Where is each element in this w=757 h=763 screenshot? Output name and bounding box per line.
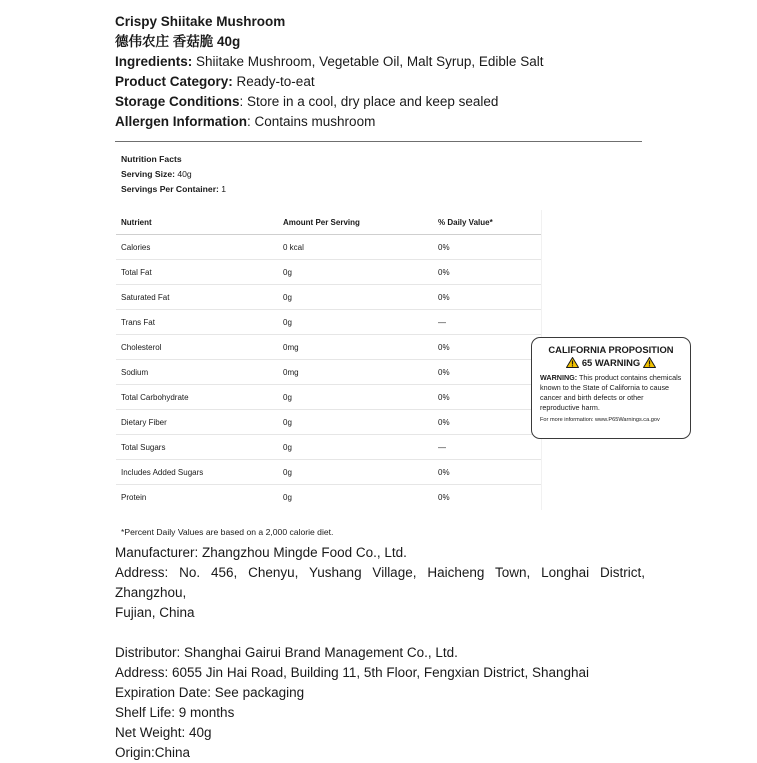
nutrient-dv: — — [438, 317, 446, 327]
table-row — [116, 385, 542, 410]
servings-value: 1 — [221, 184, 227, 194]
nutrient-amount: 0g — [283, 267, 292, 277]
daily-value-footnote: *Percent Daily Values are based on a 2,000 calorie diet. — [121, 527, 334, 537]
category-value: Ready-to-eat — [236, 74, 315, 89]
allergen-value: : Contains mushroom — [247, 114, 376, 129]
nutrient-dv: 0% — [438, 242, 450, 252]
header-amount: Amount Per Serving — [283, 217, 360, 227]
table-row — [116, 260, 542, 285]
nutrient-name: Cholesterol — [121, 342, 162, 352]
nutrient-amount: 0g — [283, 492, 292, 502]
header-nutrient: Nutrient — [121, 217, 152, 227]
table-row — [116, 410, 542, 435]
storage-label: Storage Conditions — [115, 94, 240, 109]
expiration-date: Expiration Date: See packaging — [115, 685, 305, 700]
nutrient-dv: — — [438, 442, 446, 452]
nutrient-name: Saturated Fat — [121, 292, 170, 302]
nutrient-dv: 0% — [438, 267, 450, 277]
manufacturer-address-line1: Address: No. 456, Chenyu, Yushang Village, Haicheng Town, Longhai District, Zhangzhou, — [115, 565, 645, 600]
warning-title-line2-wrap — [540, 356, 682, 369]
net-weight: Net Weight: 40g — [115, 725, 212, 740]
distributor: Distributor: Shanghai Gairui Brand Management Co., Ltd. — [115, 645, 458, 660]
category-line — [115, 72, 645, 92]
ingredients-value: Shiitake Mushroom, Vegetable Oil, Malt Syrup, Edible Salt — [196, 54, 544, 69]
origin: Origin:China — [115, 745, 191, 760]
nutrient-name: Dietary Fiber — [121, 417, 167, 427]
nutrient-dv: 0% — [438, 417, 450, 427]
nutrient-name: Trans Fat — [121, 317, 155, 327]
product-title: Crispy Shiitake Mushroom — [115, 14, 286, 29]
nutrient-name: Total Carbohydrate — [121, 392, 189, 402]
warning-title-line1: CALIFORNIA PROPOSITION — [548, 344, 674, 355]
header-daily-value: % Daily Value* — [438, 217, 493, 227]
warning-body-text: This product contains chemicals known to the State of California to cause cancer and birth defects or other reproductive harm. — [540, 373, 682, 412]
nutrient-name: Includes Added Sugars — [121, 467, 204, 477]
nutrient-amount: 0g — [283, 317, 292, 327]
nutrient-amount: 0g — [283, 292, 292, 302]
product-details — [115, 543, 645, 763]
nutrient-amount: 0g — [283, 467, 292, 477]
serving-size-label: Serving Size: — [121, 169, 175, 179]
nutrient-name: Protein — [121, 492, 147, 502]
storage-value: : Store in a cool, dry place and keep sealed — [239, 94, 499, 109]
nutrient-name: Sodium — [121, 367, 149, 377]
manufacturer-address-line2: Fujian, China — [115, 605, 195, 620]
nutrient-name: Total Sugars — [121, 442, 166, 452]
nutrient-amount: 0g — [283, 442, 292, 452]
nutrient-name: Calories — [121, 242, 151, 252]
nutrition-table — [116, 210, 542, 509]
shelf-life: Shelf Life: 9 months — [115, 705, 235, 720]
serving-size-line — [121, 167, 226, 182]
nutrient-dv: 0% — [438, 492, 450, 502]
table-row — [116, 285, 542, 310]
serving-size-value: 40g — [177, 169, 192, 179]
warning-body-label: WARNING: — [540, 373, 578, 382]
distributor-address: Address: 6055 Jin Hai Road, Building 11, 5th Floor, Fengxian District, Shanghai — [115, 665, 590, 680]
nutrient-amount: 0mg — [283, 367, 299, 377]
storage-line — [115, 92, 645, 112]
spacer — [115, 623, 645, 643]
table-row — [116, 235, 542, 260]
nutrient-amount: 0mg — [283, 342, 299, 352]
nutrition-facts-title: Nutrition Facts — [121, 154, 182, 164]
nutrient-amount: 0 kcal — [283, 242, 304, 252]
warning-triangle-icon — [643, 357, 656, 368]
table-row — [116, 485, 542, 509]
nutrition-facts-summary — [121, 152, 226, 197]
product-subtitle: 德伟农庄 香菇脆 40g — [115, 34, 241, 49]
category-label: Product Category: — [115, 74, 233, 89]
nutrient-dv: 0% — [438, 342, 450, 352]
allergen-label: Allergen Information — [115, 114, 248, 129]
table-row — [116, 310, 542, 335]
warning-body — [540, 373, 682, 413]
nutrient-dv: 0% — [438, 392, 450, 402]
warning-triangle-icon — [566, 357, 579, 368]
table-row — [116, 435, 542, 460]
table-row — [116, 360, 542, 385]
nutrient-amount: 0g — [283, 392, 292, 402]
table-row — [116, 460, 542, 485]
allergen-line — [115, 112, 645, 132]
warning-title-line2: 65 WARNING — [581, 357, 641, 368]
prop65-warning-label — [531, 337, 691, 439]
product-header — [115, 12, 645, 132]
ingredients-label: Ingredients: — [115, 54, 193, 69]
ingredients-line — [115, 52, 645, 72]
servings-label: Servings Per Container: — [121, 184, 219, 194]
divider — [115, 141, 642, 142]
servings-line — [121, 182, 226, 197]
nutrient-dv: 0% — [438, 367, 450, 377]
manufacturer: Manufacturer: Zhangzhou Mingde Food Co., Ltd. — [115, 545, 407, 560]
warning-more-info: For more information: www.P65Warnings.ca.gov — [540, 417, 660, 423]
nutrient-amount: 0g — [283, 417, 292, 427]
table-header-row — [116, 210, 542, 235]
nutrient-dv: 0% — [438, 292, 450, 302]
table-row — [116, 335, 542, 360]
nutrient-name: Total Fat — [121, 267, 152, 277]
nutrient-dv: 0% — [438, 467, 450, 477]
